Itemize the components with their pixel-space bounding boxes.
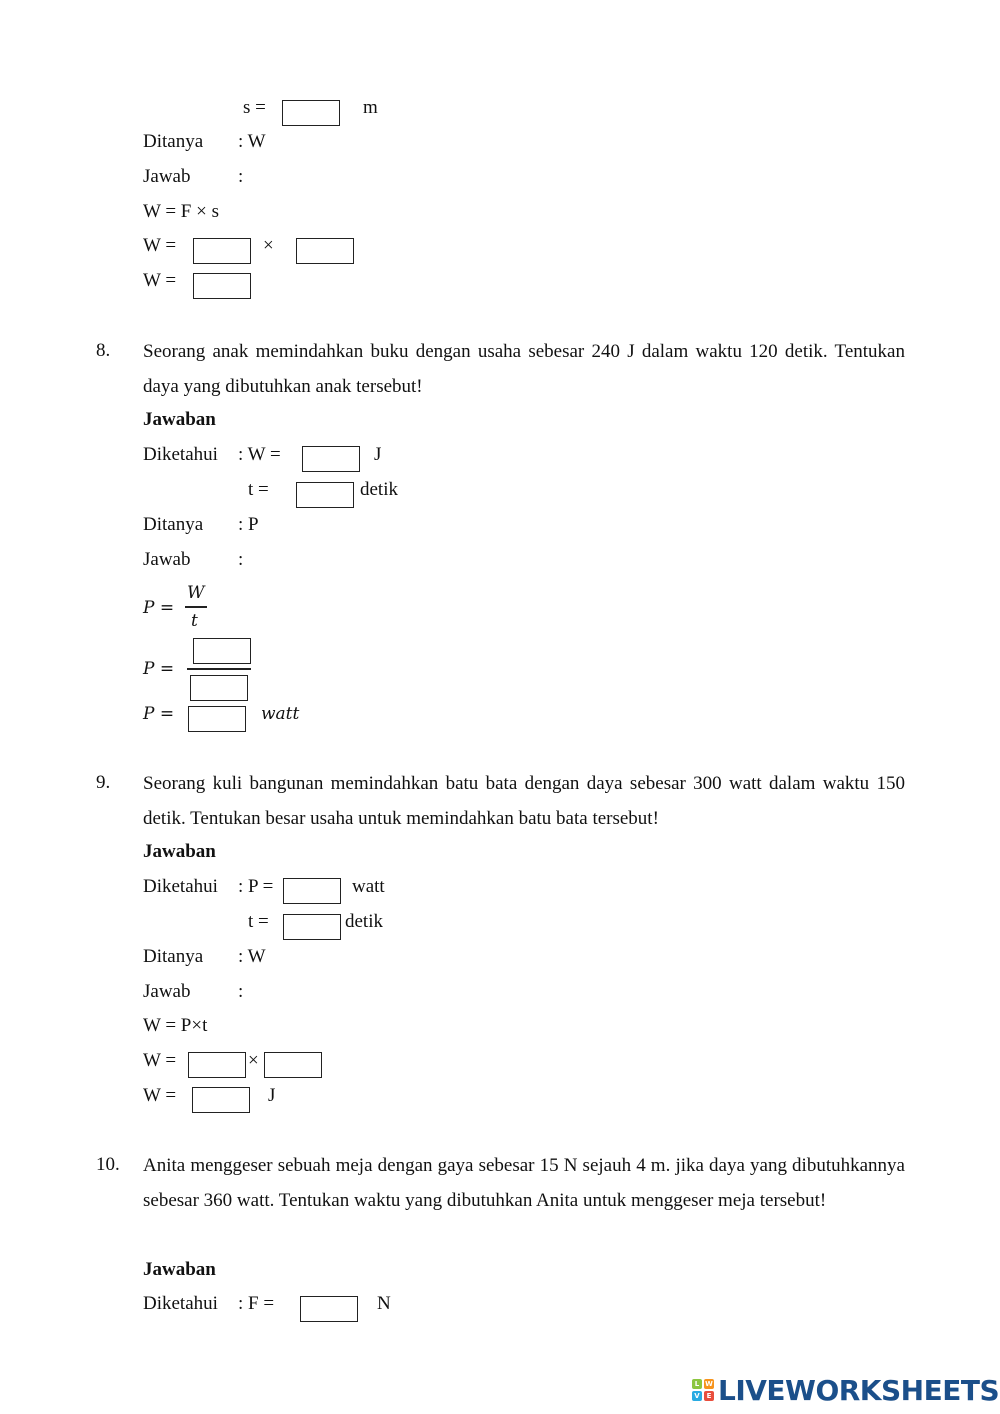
work-unit: J: [268, 1085, 276, 1106]
power-answer-box[interactable]: [188, 1052, 246, 1078]
diketahui-label: Diketahui: [143, 1293, 218, 1314]
t-unit: detik: [345, 911, 383, 932]
ditanya-label: Ditanya: [143, 514, 204, 535]
power-eq-label: P =: [143, 598, 175, 618]
work-result-label: W =: [143, 1085, 177, 1106]
question-number: 10.: [96, 1154, 120, 1175]
f-unit: N: [377, 1293, 391, 1314]
p-label: : P =: [238, 876, 274, 897]
times-sign: ×: [263, 235, 274, 256]
t-answer-box[interactable]: [283, 914, 341, 940]
s-label: s =: [243, 97, 266, 118]
question-number: 8.: [96, 340, 111, 361]
t-answer-box[interactable]: [296, 482, 354, 508]
w-label: : W =: [238, 444, 281, 465]
numerator-answer-box[interactable]: [193, 638, 251, 664]
t-label: t =: [248, 479, 269, 500]
t-label: t =: [248, 911, 269, 932]
question-number: 9.: [96, 772, 111, 793]
power-eq-label: P =: [143, 659, 175, 679]
force-answer-box[interactable]: [193, 238, 251, 264]
jawab-label: Jawab: [143, 166, 191, 187]
ditanya-label: Ditanya: [143, 131, 204, 152]
power-result-box[interactable]: [188, 706, 246, 732]
jawaban-heading: Jawaban: [143, 841, 216, 862]
fraction-numerator: W: [187, 583, 205, 603]
power-eq-label: P =: [143, 704, 175, 724]
fraction-line: [187, 668, 251, 670]
jawab-label: Jawab: [143, 549, 191, 570]
times-sign: ×: [248, 1050, 259, 1071]
ditanya-label: Ditanya: [143, 946, 204, 967]
w-answer-box[interactable]: [302, 446, 360, 472]
jawaban-heading: Jawaban: [143, 1259, 216, 1280]
work-line-label: W =: [143, 235, 177, 256]
jawaban-heading: Jawaban: [143, 409, 216, 430]
t-unit: detik: [360, 479, 398, 500]
work-result-box[interactable]: [193, 273, 251, 299]
denominator-answer-box[interactable]: [190, 675, 248, 701]
distance-answer-box[interactable]: [296, 238, 354, 264]
ditanya-value: : W: [238, 946, 266, 967]
liveworksheets-logo: [692, 1372, 999, 1408]
jawab-colon: :: [238, 549, 244, 570]
jawab-colon: :: [238, 166, 244, 187]
ditanya-value: : W: [238, 131, 266, 152]
question-text: Seorang kuli bangunan memindahkan batu bata dengan daya sebesar 300 watt dalam waktu 150 detik. Tentukan besar usaha untuk memindahkan batu bata tersebut!: [143, 773, 905, 829]
jawab-label: Jawab: [143, 981, 191, 1002]
logo-icon: L W V E: [692, 1379, 714, 1401]
work-formula: W = P×t: [143, 1015, 208, 1036]
fraction-line: [185, 606, 207, 608]
question-text: Seorang anak memindahkan buku dengan usaha sebesar 240 J dalam waktu 120 detik. Tentukan daya yang dibutuhkan anak tersebut!: [143, 341, 905, 397]
ditanya-value: : P: [238, 514, 259, 535]
logo-text: LIVEWORKSHEETS: [718, 1373, 1000, 1407]
diketahui-label: Diketahui: [143, 444, 218, 465]
time-answer-box[interactable]: [264, 1052, 322, 1078]
watt-unit: watt: [261, 704, 300, 724]
p-answer-box[interactable]: [283, 878, 341, 904]
w-unit: J: [374, 444, 382, 465]
f-answer-box[interactable]: [300, 1296, 358, 1322]
work-formula: W = F × s: [143, 201, 219, 222]
diketahui-label: Diketahui: [143, 876, 218, 897]
s-unit: m: [363, 97, 378, 118]
f-label: : F =: [238, 1293, 275, 1314]
s-answer-box[interactable]: [282, 100, 340, 126]
p-unit: watt: [352, 876, 385, 897]
question-text: Anita menggeser sebuah meja dengan gaya sebesar 15 N sejauh 4 m. jika daya yang dibutuhkannya sebesar 360 watt. Tentukan waktu yang dibutuhkan Anita untuk menggeser meja tersebut!: [143, 1155, 905, 1211]
work-line-label: W =: [143, 1050, 177, 1071]
work-result-label: W =: [143, 270, 177, 291]
fraction-denominator: t: [191, 611, 198, 631]
work-result-box[interactable]: [192, 1087, 250, 1113]
jawab-colon: :: [238, 981, 244, 1002]
